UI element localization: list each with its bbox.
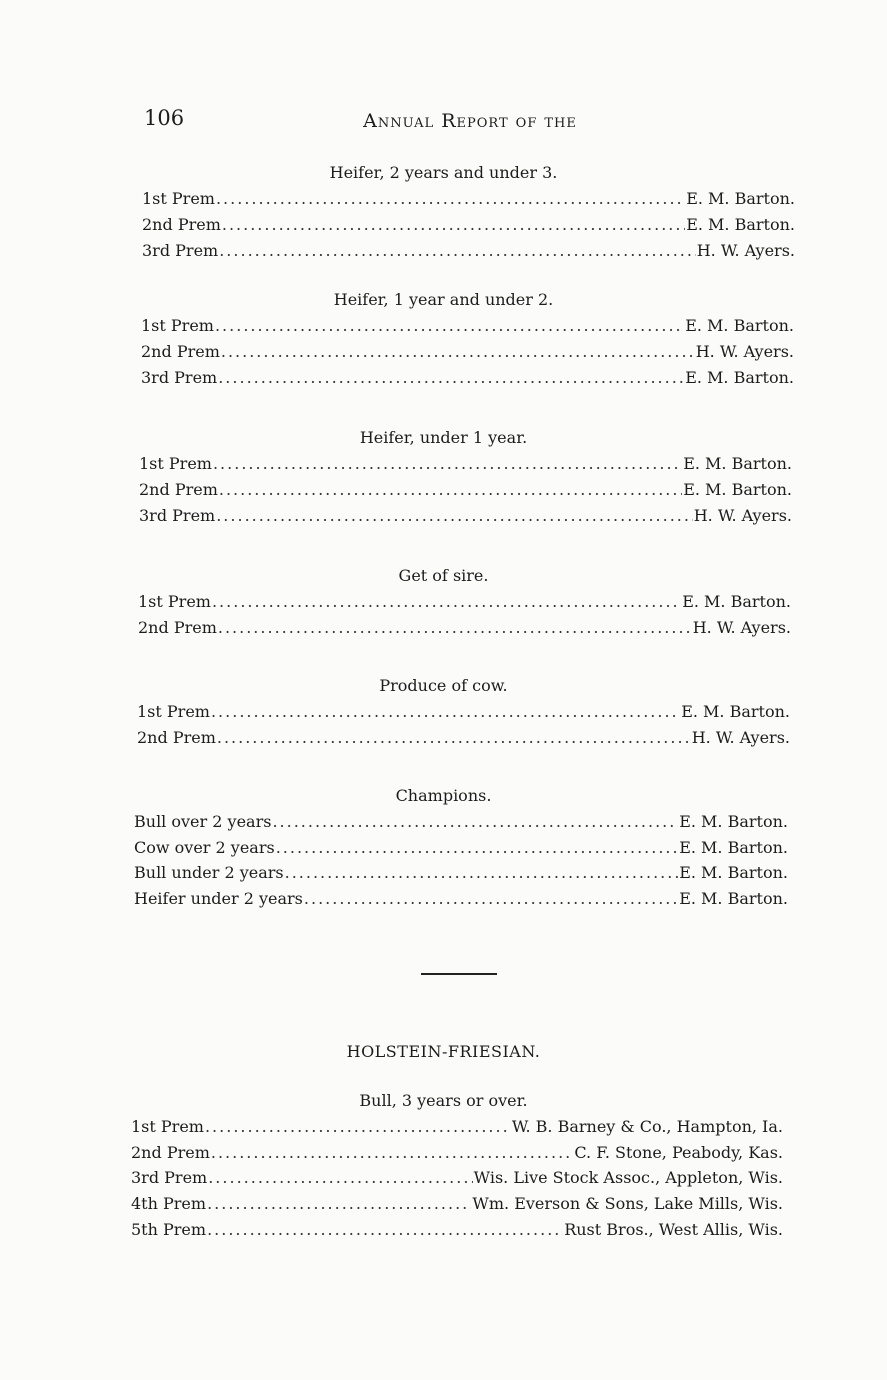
leader-dots — [216, 189, 685, 208]
entry-winner: E. M. Barton. — [686, 189, 795, 208]
leader-dots — [221, 342, 695, 361]
entry-label: 3rd Prem — [139, 506, 216, 525]
entry-winner: Rust Bros., West Allis, Wis. — [564, 1220, 783, 1239]
list-item — [134, 863, 788, 882]
running-title: Annual Report of the — [363, 110, 577, 132]
entry-label: 4th Prem — [131, 1194, 207, 1213]
list-item — [141, 342, 794, 361]
entry-winner: W. B. Barney & Co., Hampton, Ia. — [511, 1117, 783, 1136]
list-item — [131, 1220, 783, 1239]
list-item — [138, 618, 791, 637]
list-item — [131, 1143, 783, 1162]
entry-winner: E. M. Barton. — [683, 454, 792, 473]
entry-winner: H. W. Ayers. — [696, 241, 795, 260]
leader-dots — [219, 480, 682, 499]
leader-dots — [211, 1143, 573, 1162]
entry-label: 1st Prem — [142, 189, 215, 208]
entry-label: 2nd Prem — [142, 215, 221, 234]
entry-label: 1st Prem — [138, 592, 211, 611]
section-title: Heifer, under 1 year. — [359, 428, 528, 447]
entry-winner: E. M. Barton. — [683, 480, 792, 499]
leader-dots — [272, 812, 678, 831]
list-item — [134, 812, 788, 831]
leader-dots — [219, 241, 695, 260]
leader-dots — [207, 1220, 563, 1239]
leader-dots — [213, 454, 682, 473]
entry-winner: H. W. Ayers. — [691, 728, 790, 747]
list-item — [131, 1168, 783, 1187]
entry-winner: E. M. Barton. — [679, 889, 788, 908]
entry-label: Bull over 2 years — [134, 812, 272, 831]
list-item — [139, 454, 792, 473]
entry-label: Heifer under 2 years — [134, 889, 303, 908]
leader-dots — [212, 592, 681, 611]
entry-label: Bull under 2 years — [134, 863, 284, 882]
entry-label: 1st Prem — [141, 316, 214, 335]
entry-winner: E. M. Barton. — [679, 838, 788, 857]
list-item — [134, 889, 788, 908]
section-title: Produce of cow. — [379, 676, 508, 695]
entry-winner: E. M. Barton. — [685, 368, 794, 387]
leader-dots — [285, 863, 679, 882]
list-item — [142, 189, 795, 208]
section-divider — [421, 973, 497, 975]
leader-dots — [216, 506, 692, 525]
list-item — [139, 506, 792, 525]
section-title: Bull, 3 years or over. — [359, 1091, 528, 1110]
entry-label: 2nd Prem — [139, 480, 218, 499]
entry-label: 2nd Prem — [137, 728, 216, 747]
entry-winner: C. F. Stone, Peabody, Kas. — [574, 1143, 783, 1162]
entry-winner: E. M. Barton. — [685, 316, 794, 335]
entry-label: 1st Prem — [131, 1117, 204, 1136]
list-item — [137, 702, 790, 721]
list-item — [142, 241, 795, 260]
section-title: Heifer, 2 years and under 3. — [329, 163, 558, 182]
section-title: Champions. — [395, 786, 492, 805]
entry-winner: Wm. Everson & Sons, Lake Mills, Wis. — [472, 1194, 783, 1213]
entry-winner: H. W. Ayers. — [695, 342, 794, 361]
entry-label: Cow over 2 years — [134, 838, 275, 857]
page-number: 106 — [144, 106, 185, 130]
leader-dots — [218, 618, 692, 637]
leader-dots — [205, 1117, 511, 1136]
list-item — [137, 728, 790, 747]
section-title: Heifer, 1 year and under 2. — [333, 290, 554, 309]
leader-dots — [222, 215, 685, 234]
entry-label: 1st Prem — [137, 702, 210, 721]
entry-label: 2nd Prem — [141, 342, 220, 361]
entry-winner: H. W. Ayers. — [693, 506, 792, 525]
entry-label: 2nd Prem — [131, 1143, 210, 1162]
entry-label: 3rd Prem — [141, 368, 218, 387]
list-item — [131, 1194, 783, 1213]
list-item — [131, 1117, 783, 1136]
entry-label: 5th Prem — [131, 1220, 207, 1239]
breed-heading: HOLSTEIN-FRIESIAN. — [346, 1042, 541, 1061]
list-item — [134, 838, 788, 857]
list-item — [138, 592, 791, 611]
entry-label: 3rd Prem — [142, 241, 219, 260]
leader-dots — [276, 838, 678, 857]
entry-winner: E. M. Barton. — [681, 702, 790, 721]
entry-winner: E. M. Barton. — [686, 215, 795, 234]
list-item — [141, 368, 794, 387]
entry-winner: E. M. Barton. — [679, 863, 788, 882]
leader-dots — [211, 702, 680, 721]
leader-dots — [215, 316, 684, 335]
leader-dots — [218, 368, 684, 387]
list-item — [139, 480, 792, 499]
list-item — [141, 316, 794, 335]
page-header — [140, 106, 800, 136]
leader-dots — [208, 1168, 472, 1187]
entry-label: 1st Prem — [139, 454, 212, 473]
entry-winner: E. M. Barton. — [679, 812, 788, 831]
leader-dots — [207, 1194, 471, 1213]
entry-winner: H. W. Ayers. — [692, 618, 791, 637]
entry-winner: Wis. Live Stock Assoc., Appleton, Wis. — [473, 1168, 783, 1187]
section-title: Get of sire. — [398, 566, 489, 585]
leader-dots — [304, 889, 678, 908]
list-item — [142, 215, 795, 234]
entry-label: 2nd Prem — [138, 618, 217, 637]
entry-label: 3rd Prem — [131, 1168, 208, 1187]
entry-winner: E. M. Barton. — [682, 592, 791, 611]
leader-dots — [217, 728, 691, 747]
